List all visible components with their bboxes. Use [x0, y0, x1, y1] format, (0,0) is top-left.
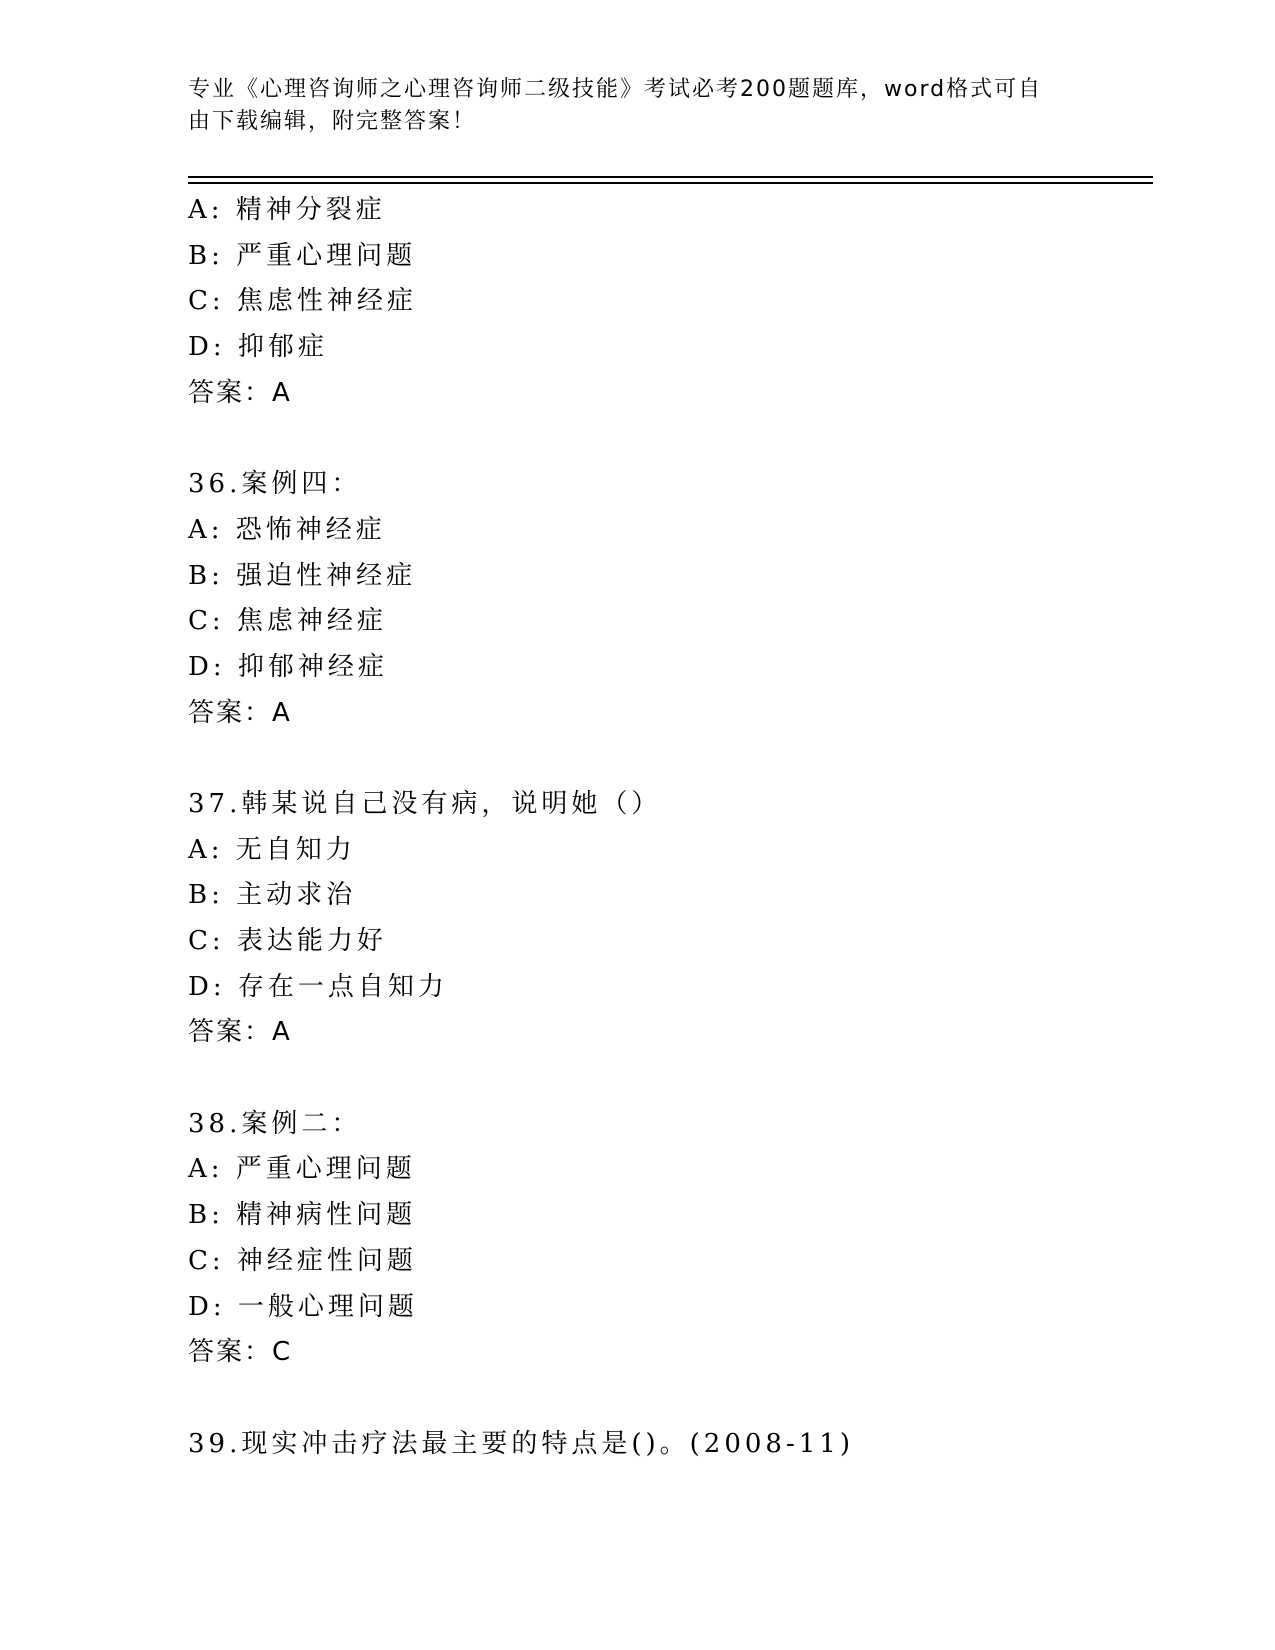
spacer — [188, 416, 1148, 462]
option-a: A: 无自知力 — [188, 834, 356, 865]
option-d: D: 存在一点自知力 — [188, 971, 448, 1002]
question-block-39 — [188, 1422, 1148, 1468]
question-block-36 — [188, 462, 1148, 736]
question-text: 38.案例二： — [188, 1108, 362, 1139]
option-c: C: 焦虑神经症 — [188, 606, 387, 637]
spacer — [188, 736, 1148, 782]
question-list — [188, 188, 1148, 1467]
answer-line: 答案：C — [188, 1337, 293, 1368]
answer-line: 答案：A — [188, 377, 292, 408]
option-c: C: 神经症性问题 — [188, 1245, 417, 1276]
question-text: 36.案例四： — [188, 469, 362, 500]
option-d: D: 抑郁症 — [188, 332, 328, 363]
option-b: B: 强迫性神经症 — [188, 560, 417, 591]
option-b: B: 精神病性问题 — [188, 1200, 417, 1231]
option-d: D: 一般心理问题 — [188, 1291, 418, 1322]
option-b: B: 严重心理问题 — [188, 240, 417, 271]
document-header — [188, 74, 1068, 138]
header-divider-top — [188, 176, 1153, 178]
answer-line: 答案：A — [188, 697, 292, 728]
question-block-35 — [188, 188, 1148, 416]
option-d: D: 抑郁神经症 — [188, 651, 388, 682]
question-text: 37.韩某说自己没有病，说明她（） — [188, 788, 662, 819]
header-divider-bottom — [188, 182, 1153, 184]
option-b: B: 主动求治 — [188, 880, 357, 911]
question-text: 39.现实冲击疗法最主要的特点是()。(2008-11) — [188, 1428, 854, 1459]
answer-line: 答案：A — [188, 1017, 292, 1048]
option-a: A: 精神分裂症 — [188, 195, 386, 225]
option-c: C: 表达能力好 — [188, 926, 387, 956]
option-a: A: 严重心理问题 — [188, 1154, 416, 1185]
spacer — [188, 1376, 1148, 1422]
option-c: C: 焦虑性神经症 — [188, 286, 417, 317]
option-a: A: 恐怖神经症 — [188, 514, 386, 545]
header-line-1: 专业《心理咨询师之心理咨询师二级技能》考试必考200题题库，word格式可自 — [188, 77, 1043, 102]
header-line-2: 由下载编辑，附完整答案！ — [188, 109, 477, 134]
question-block-38 — [188, 1102, 1148, 1376]
spacer — [188, 1056, 1148, 1102]
question-block-37 — [188, 782, 1148, 1056]
